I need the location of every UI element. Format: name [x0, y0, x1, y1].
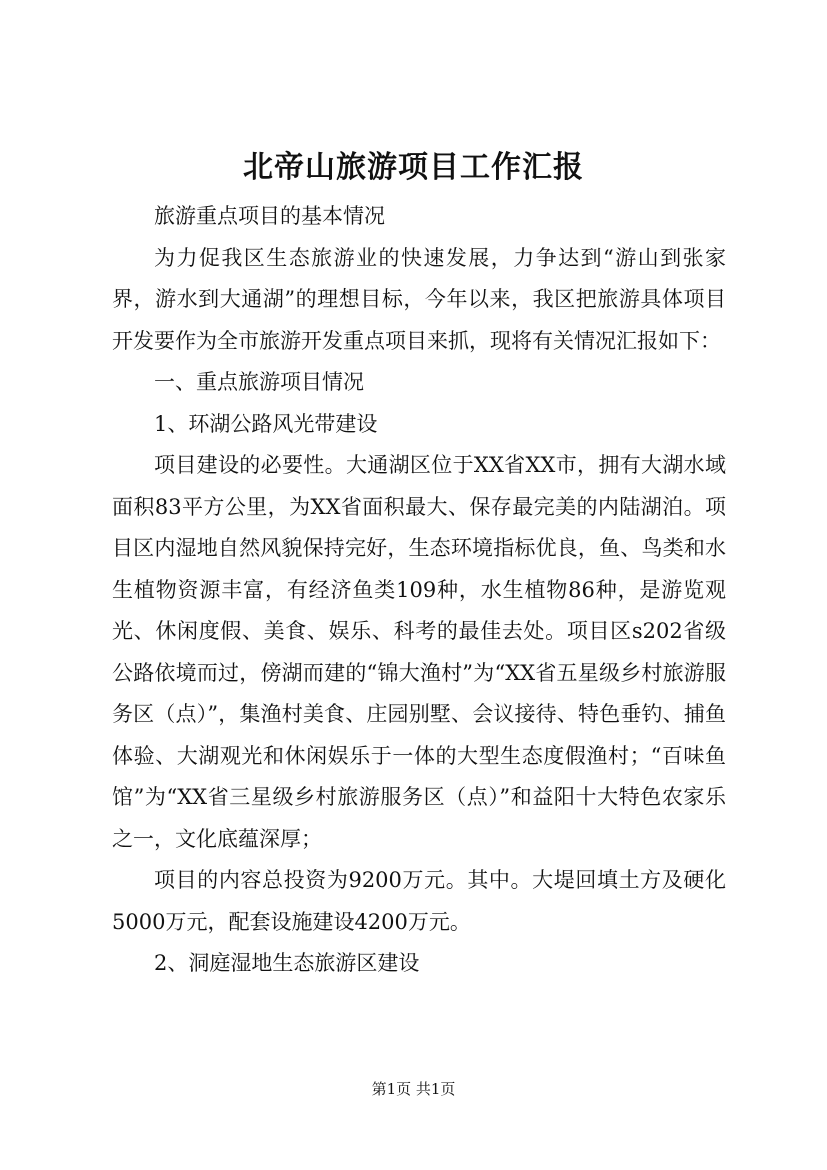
subsection-heading-lake-road: 1、环湖公路风光带建设 [154, 411, 378, 436]
subsection-heading-wetland: 2、洞庭湿地生态旅游区建设 [154, 951, 420, 975]
paragraph-investment: 项目的内容总投资为9200万元。其中。大堤回填土方及硬化5000万元，配套设施建设4200万元。 [112, 868, 726, 934]
page-footer: 第1页 共1页 [371, 1080, 456, 1098]
section-heading-overview: 旅游重点项目的基本情况 [154, 204, 385, 228]
paragraph-intro: 为力促我区生态旅游业的快速发展，力争达到“游山到张家界，游水到大通湖”的理想目标，今年以来，我区把旅游具体项目开发要作为全市旅游开发重点项目来抓，现将有关情况汇报如下： [112, 245, 726, 353]
section-heading-key-projects: 一、重点旅游项目情况 [154, 370, 364, 394]
paragraph-necessity: 项目建设的必要性。大通湖区位于XX省XX市，拥有大湖水域面积83平方公里，为XX省面积最大、保存最完美的内陆湖泊。项目区内湿地自然风貌保持完好，生态环境指标优良，鱼、鸟类和水生植物资源丰富，有经济鱼类109种，水生植物86种，是游览观光、休闲度假、美食、娱乐、科考的最佳去处。项目区s202省级公路依境而过，傍湖而建的“锦大渔村”为“XX省五星级乡村旅游服务区（点）”，集渔村美食、庄园别墅、会议接待、特色垂钓、捕鱼体验、大湖观光和休闲娱乐于一体的大型生态度假渔村；“百味鱼馆”为“XX省三星级乡村旅游服务区（点）”和益阳十大特色农家乐之一，文化底蕴深厚； [112, 453, 726, 851]
document-title: 北帝山旅游项目工作汇报 [243, 150, 584, 185]
document-body [112, 196, 726, 985]
